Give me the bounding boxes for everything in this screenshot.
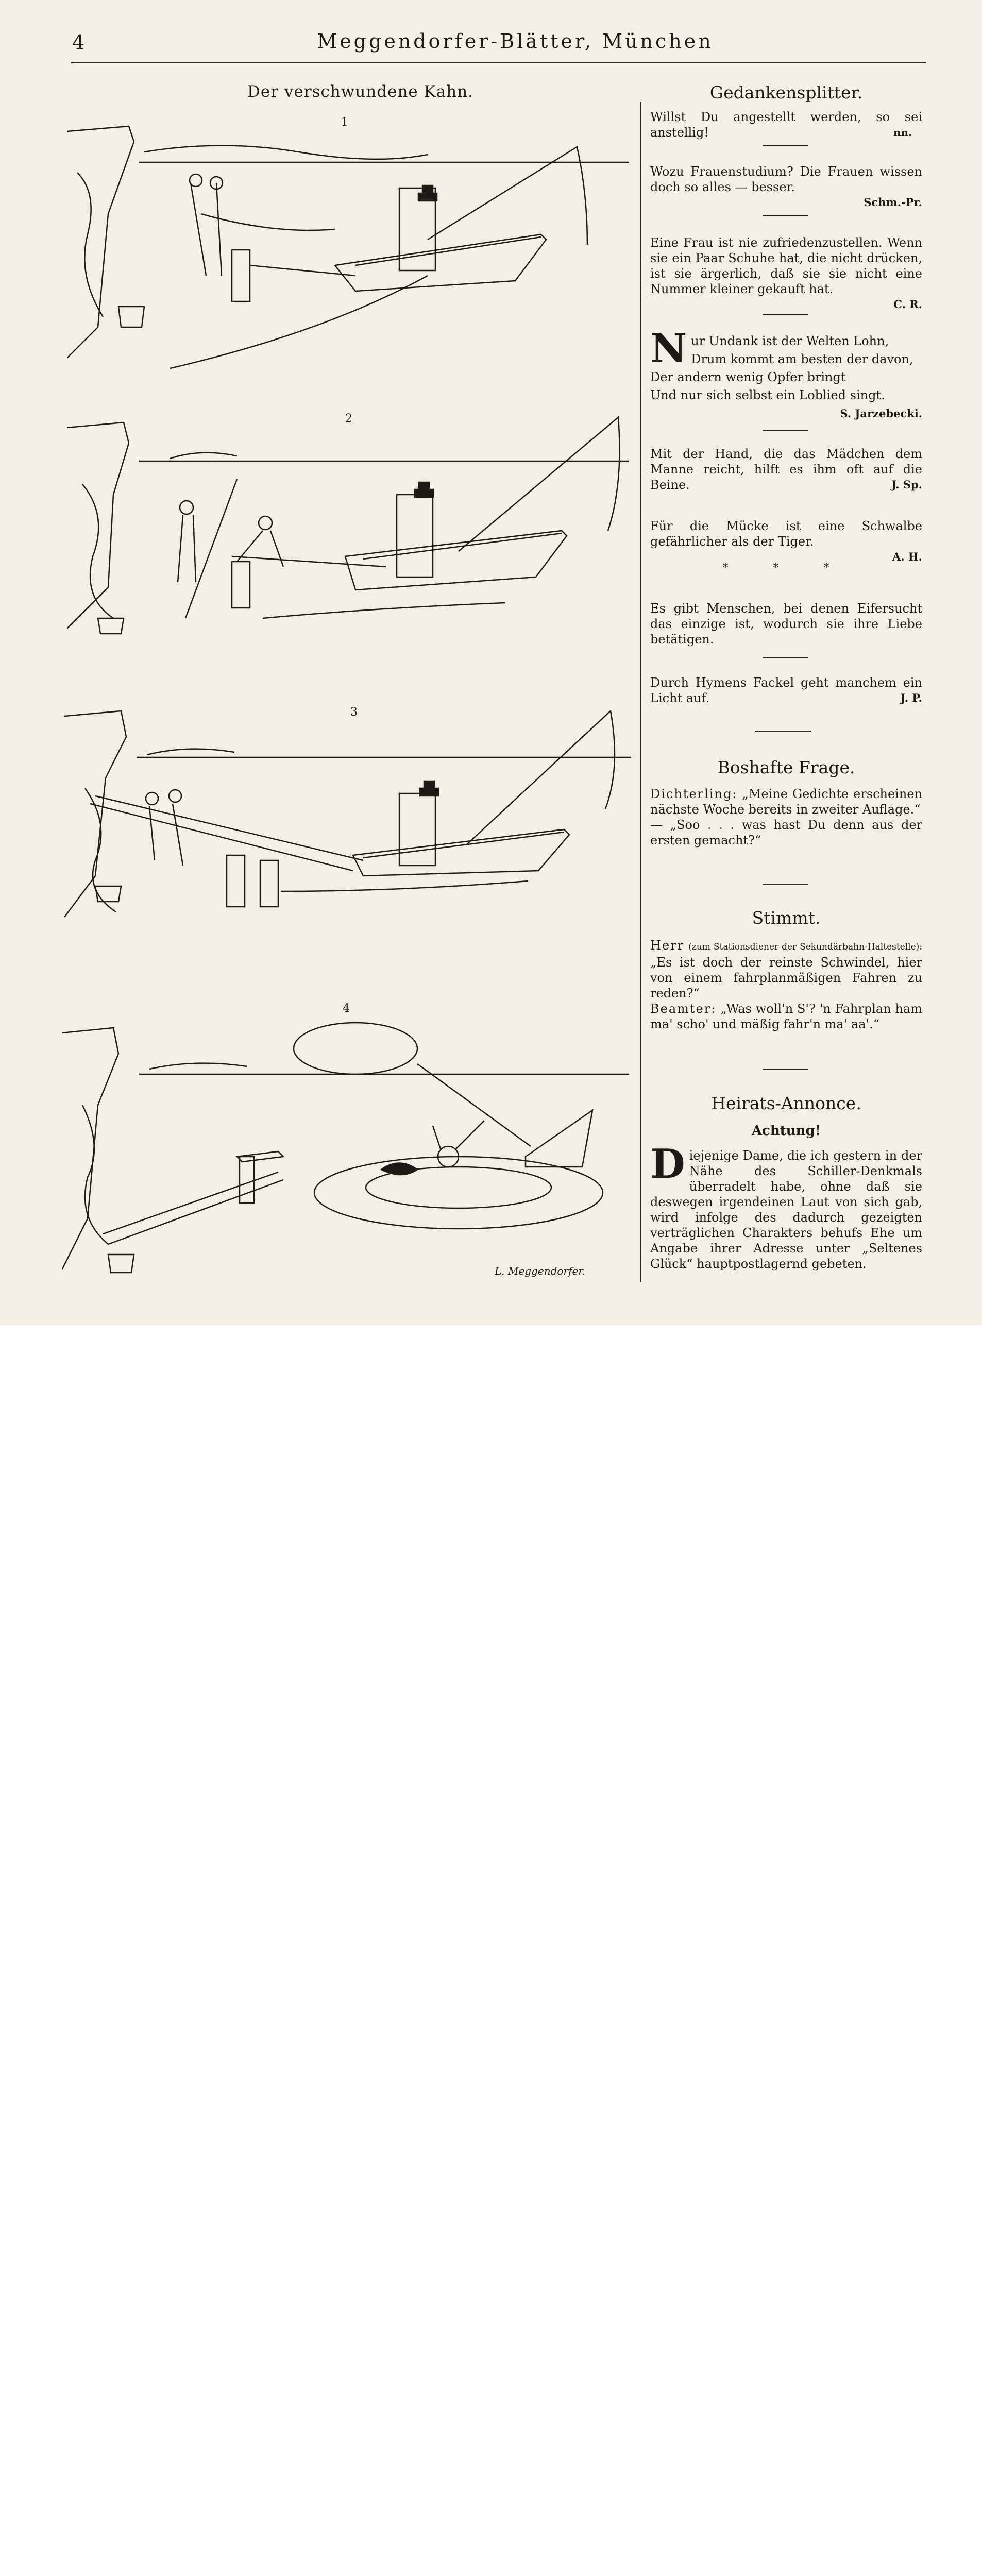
entry-7-text: Es gibt Menschen, bei denen Eifersucht das einzige ist, wodurch sie ihre Liebe betätigen. (650, 601, 922, 647)
entry-6-text: Für die Mücke ist eine Schwalbe gefährlicher als der Tiger. (650, 519, 922, 549)
stars-divider: * * * (722, 562, 850, 574)
separator (763, 1069, 808, 1070)
entry-8-author: J. P. (900, 691, 922, 704)
separator (763, 215, 808, 216)
heirats-subtitle: Achtung! (751, 1123, 821, 1139)
poem-author: S. Jarzebecki. (840, 407, 922, 420)
poem-line-3: Der andern wenig Opfer bringt (650, 370, 846, 384)
page-number: 4 (72, 31, 85, 54)
gedanken-entry-3 (650, 235, 922, 312)
gedanken-entry-8 (650, 675, 922, 706)
stimmt-dialog (650, 938, 922, 1032)
poem-line-4: Und nur sich selbst ein Loblied singt. (650, 388, 885, 402)
separator (763, 657, 808, 658)
gedanken-entry-6 (650, 518, 922, 565)
separator (763, 884, 808, 885)
journal-header: Meggendorfer-Blätter, München (317, 30, 714, 53)
boshafte-line-1: „Meine Gedichte erscheinen nächste Woche bereits in zweiter Auflage.“ (650, 787, 922, 817)
gedanken-poem (650, 325, 922, 422)
boshafte-speaker: Dichterling: (650, 787, 738, 801)
gedanken-entry-1 (650, 109, 922, 140)
heirats-body: iejenige Dame, die ich gestern in der Nähe des Schiller-Denkmals überradelt habe, ohne daß sie deswegen irgendeinen Laut von sich gab, wird infolge des dadurch gezeigten verträglichen Charakters behufs Ehe um Angabe ihrer Adresse unter „Seltenes Glück“ hauptpostlagernd gebeten. (650, 1148, 922, 1271)
entry-6-author: A. H. (892, 550, 922, 563)
gedanken-entry-2 (650, 164, 922, 210)
heirats-title: Heirats-Annonce. (711, 1093, 861, 1113)
header-rule (71, 62, 926, 63)
panel-3-drawing (64, 706, 631, 927)
separator (763, 145, 808, 146)
viewer-footer (0, 1325, 982, 1395)
panel-number-2: 2 (345, 412, 352, 425)
stimmt-title: Stimmt. (752, 908, 821, 928)
panel-number-1: 1 (341, 116, 348, 129)
stimmt-speaker-1: Herr (650, 938, 685, 953)
entry-2-text: Wozu Frauenstudium? Die Frauen wissen doch so alles — besser. (650, 164, 922, 194)
separator (763, 430, 808, 431)
stimmt-line-2: „Was woll'n S'? 'n Fahrplan ham ma' scho' und mäßig fahr'n ma' aa'.“ (650, 1002, 922, 1031)
ornament-divider (755, 731, 811, 732)
stimmt-speaker-2: Beamter: (650, 1002, 717, 1016)
panel-number-4: 4 (343, 1002, 350, 1015)
entry-3-author: C. R. (893, 298, 922, 311)
cartoon-panel-4 (62, 1002, 629, 1291)
boshafte-dialog (650, 786, 922, 848)
gedanken-title: Gedankensplitter. (709, 82, 863, 103)
cartoon-panel-3 (64, 706, 631, 927)
stimmt-line-1: „Es ist doch der reinste Schwindel, hier von einem fahrplanmäßigen Fahren zu reden?“ (650, 955, 922, 1001)
entry-1-text: Willst Du angestellt werden, so sei anstellig! (650, 110, 922, 140)
panel-1-drawing (67, 111, 629, 374)
cartoon-title: Der verschwundene Kahn. (247, 82, 474, 101)
stimmt-stage-note: (zum Stationsdiener der Sekundärbahn-Haltestelle): (688, 942, 922, 952)
panel-2-drawing (67, 412, 629, 639)
poem-line-2: Drum kommt am besten der davon, (691, 352, 913, 366)
panel-number-3: 3 (350, 706, 358, 719)
heirats-dropcap: D (650, 1141, 685, 1188)
column-divider (640, 102, 641, 1282)
cartoon-panel-1 (67, 111, 629, 374)
entry-2-author: Schm.-Pr. (864, 196, 922, 209)
heirats-text (650, 1141, 922, 1272)
separator (763, 314, 808, 315)
gedanken-entry-7 (650, 601, 922, 647)
cartoon-panel-2 (67, 412, 629, 639)
entry-1-author: nn. (893, 126, 912, 139)
poem-line-1: ur Undank ist der Welten Lohn, (691, 334, 889, 348)
panel-4-drawing (62, 1002, 629, 1291)
entry-5-author: J. Sp. (891, 478, 922, 491)
artist-signature: L. Meggendorfer. (495, 1265, 585, 1277)
entry-8-text: Durch Hymens Fackel geht manchem ein Licht auf. (650, 675, 922, 705)
boshafte-line-2: — „Soo . . . was hast Du denn aus der ersten gemacht?“ (650, 818, 922, 848)
gedanken-entry-5 (650, 446, 922, 493)
entry-5-text: Mit der Hand, die das Mädchen dem Manne reicht, hilft es ihm oft auf die Beine. (650, 447, 922, 492)
poem-dropcap: N (650, 325, 687, 372)
entry-3-text: Eine Frau ist nie zufriedenzustellen. Wenn sie ein Paar Schuhe hat, die nicht drücken, ist sie ärgerlich, daß sie sie nicht eine Nummer kleiner gekauft hat. (650, 235, 922, 296)
boshafte-title: Boshafte Frage. (717, 757, 855, 777)
